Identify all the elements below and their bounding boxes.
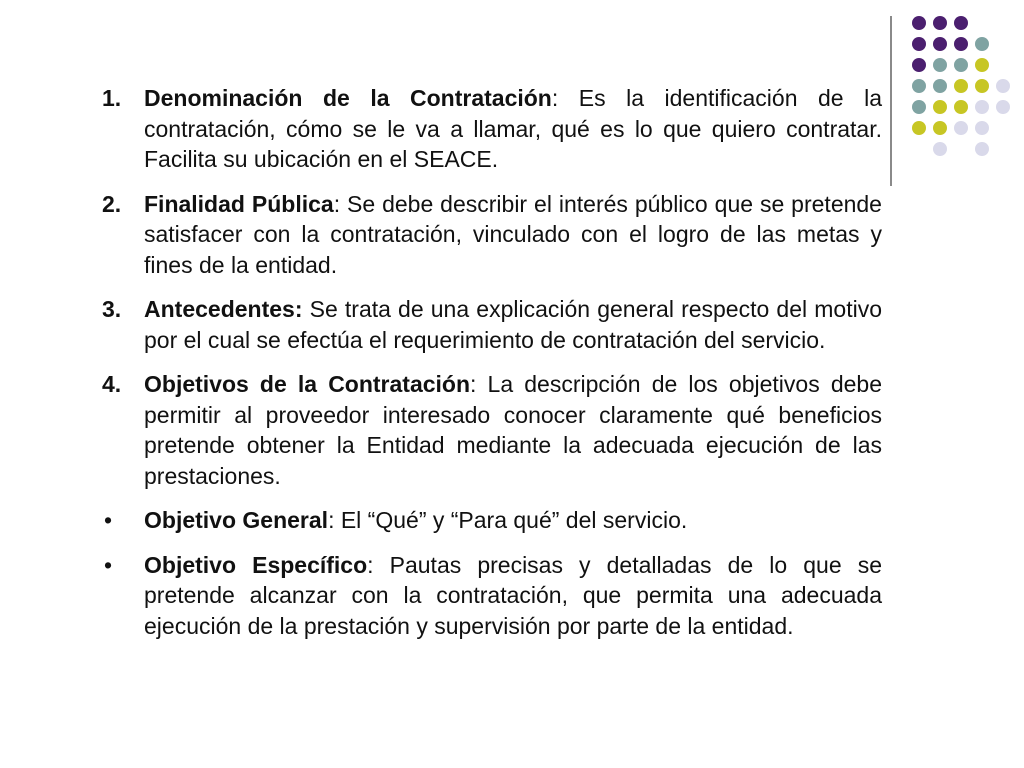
list-marker: 4. bbox=[102, 371, 122, 397]
purple-dot bbox=[933, 37, 947, 51]
lime-dot bbox=[933, 121, 947, 135]
list-item-objetivos bbox=[96, 369, 882, 491]
item-term: Antecedentes: bbox=[144, 296, 303, 322]
item-term: Denominación de la Contratación bbox=[144, 85, 552, 111]
purple-dot bbox=[912, 37, 926, 51]
bullet-marker: • bbox=[104, 507, 113, 533]
vertical-divider bbox=[890, 16, 892, 186]
lavender-dot bbox=[975, 121, 989, 135]
lavender-dot bbox=[933, 142, 947, 156]
lavender-dot bbox=[975, 142, 989, 156]
lavender-dot bbox=[975, 100, 989, 114]
list-item-antecedentes bbox=[96, 294, 882, 355]
content-list bbox=[96, 83, 882, 655]
lime-dot bbox=[975, 79, 989, 93]
item-description: : Se debe describir el interés público que se pretende satisfacer con la contratación, vinculado con el logro de las metas y fines de la entidad. bbox=[144, 190, 882, 278]
purple-dot bbox=[912, 58, 926, 72]
purple-dot bbox=[933, 16, 947, 30]
list-item-denominacion bbox=[96, 83, 882, 175]
list-marker: 3. bbox=[102, 296, 122, 322]
item-term: Objetivos de la Contratación bbox=[144, 371, 471, 397]
list-item-finalidad-publica bbox=[96, 189, 882, 281]
list-item-objetivo-especifico bbox=[96, 550, 882, 642]
lime-dot bbox=[954, 100, 968, 114]
item-description: : La descripción de los objetivos debe permitir al proveedor interesado conocer claramente qué beneficios pretende obtener la Entidad mediante la adecuada ejecución de las prestaciones. bbox=[144, 371, 882, 489]
list-marker: 2. bbox=[102, 190, 122, 217]
purple-dot bbox=[912, 16, 926, 30]
item-term: Finalidad Pública bbox=[144, 190, 334, 217]
lavender-dot bbox=[954, 121, 968, 135]
lavender-dot bbox=[996, 79, 1010, 93]
item-description: : El “Qué” y “Para qué” del servicio. bbox=[328, 507, 688, 533]
lime-dot bbox=[954, 79, 968, 93]
decorative-dot-grid bbox=[901, 14, 1013, 168]
purple-dot bbox=[954, 16, 968, 30]
item-term: Objetivo General bbox=[144, 507, 329, 533]
teal-dot bbox=[933, 58, 947, 72]
item-description: : Es la identificación de la contratación, cómo se le va a llamar, qué es lo que quiero contratar. Facilita su ubicación en el SEACE. bbox=[144, 85, 882, 172]
lavender-dot bbox=[996, 100, 1010, 114]
item-description: Se trata de una explicación general respecto del motivo por el cual se efectúa el requerimiento de contratación del servicio. bbox=[144, 296, 882, 353]
purple-dot bbox=[954, 37, 968, 51]
lime-dot bbox=[975, 58, 989, 72]
item-description: : Pautas precisas y detalladas de lo que se pretende alcanzar con la contratación, que permita una adecuada ejecución de la prestación y supervisión por parte de la entidad. bbox=[144, 551, 882, 639]
bullet-marker: • bbox=[104, 551, 113, 578]
teal-dot bbox=[933, 79, 947, 93]
teal-dot bbox=[912, 79, 926, 93]
teal-dot bbox=[975, 37, 989, 51]
lime-dot bbox=[933, 100, 947, 114]
teal-dot bbox=[912, 100, 926, 114]
list-marker: 1. bbox=[102, 85, 122, 111]
lime-dot bbox=[912, 121, 926, 135]
list-item-objetivo-general bbox=[96, 505, 882, 536]
teal-dot bbox=[954, 58, 968, 72]
item-term: Objetivo Específico bbox=[144, 551, 368, 578]
